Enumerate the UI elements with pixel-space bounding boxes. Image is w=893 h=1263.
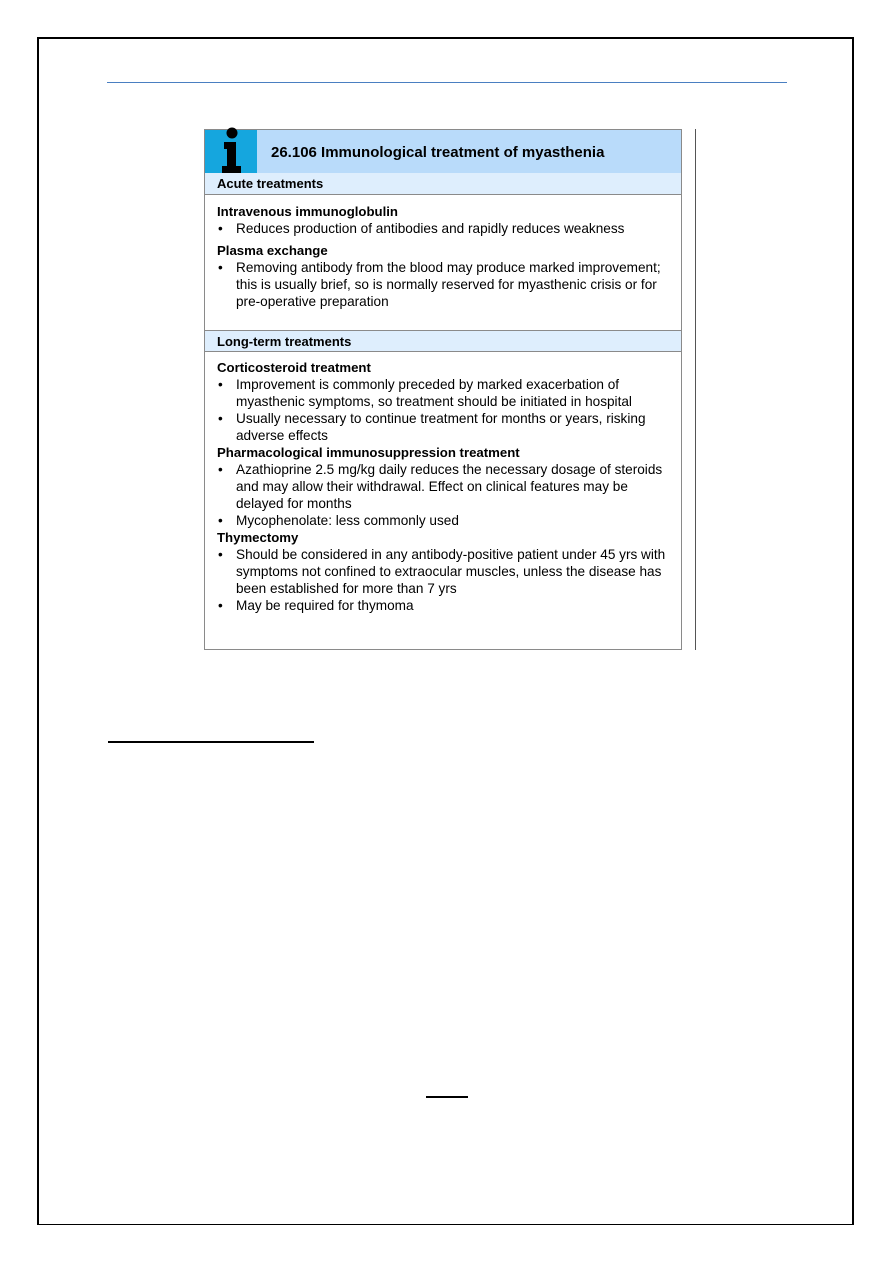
header-rule <box>107 82 787 83</box>
list-item <box>217 410 671 444</box>
list-item <box>217 376 671 410</box>
box-title-bar <box>205 130 681 173</box>
footnote-rule <box>108 741 314 743</box>
subheading: Plasma exchange <box>217 243 328 258</box>
bullet-icon: • <box>218 547 223 562</box>
list-item-text: May be required for thymoma <box>236 598 414 613</box>
list-item-text: Improvement is commonly preceded by marked exacerbation of myasthenic symptoms, so treatment should be initiated in hospital <box>236 377 632 409</box>
list-item-text: Mycophenolate: less commonly used <box>236 513 459 528</box>
list-item <box>217 597 671 614</box>
list-item-text: Should be considered in any antibody-positive patient under 45 yrs with symptoms not confined to extraocular muscles, unless the disease has been established for more than 7 yrs <box>236 547 666 596</box>
list-item <box>217 461 671 512</box>
list-item <box>217 512 671 529</box>
list-item <box>217 546 671 597</box>
list-item-text: Removing antibody from the blood may produce marked improvement; this is usually brief, so is normally reserved for myasthenic crisis or for pre-operative preparation <box>236 260 661 309</box>
section-heading-acute: Acute treatments <box>205 173 681 195</box>
subheading: Thymectomy <box>217 530 299 545</box>
subheading: Corticosteroid treatment <box>217 360 371 375</box>
list-item <box>217 220 671 237</box>
page-number-rule <box>426 1096 468 1098</box>
bullet-icon: • <box>218 260 223 275</box>
info-icon <box>205 130 257 173</box>
bullet-icon: • <box>218 221 223 236</box>
info-box <box>204 129 682 650</box>
section-heading-long-term: Long-term treatments <box>205 330 681 352</box>
bullet-icon: • <box>218 598 223 613</box>
bullet-icon: • <box>218 377 223 392</box>
section-acute-content <box>217 203 671 310</box>
list-item-text: Usually necessary to continue treatment for months or years, risking adverse effects <box>236 411 646 443</box>
bullet-icon: • <box>218 411 223 426</box>
bullet-icon: • <box>218 462 223 477</box>
list-item-text: Azathioprine 2.5 mg/kg daily reduces the necessary dosage of steroids and may allow their withdrawal. Effect on clinical features may be delayed for months <box>236 462 663 511</box>
subheading: Intravenous immunoglobulin <box>217 204 398 219</box>
side-rule <box>695 129 696 650</box>
section-long-term-content <box>217 359 671 614</box>
list-item-text: Reduces production of antibodies and rapidly reduces weakness <box>236 221 625 236</box>
bullet-icon: • <box>218 513 223 528</box>
list-item <box>217 259 671 310</box>
box-title: 26.106 Immunological treatment of myasthenia <box>271 144 605 161</box>
subheading: Pharmacological immunosuppression treatment <box>217 445 520 460</box>
